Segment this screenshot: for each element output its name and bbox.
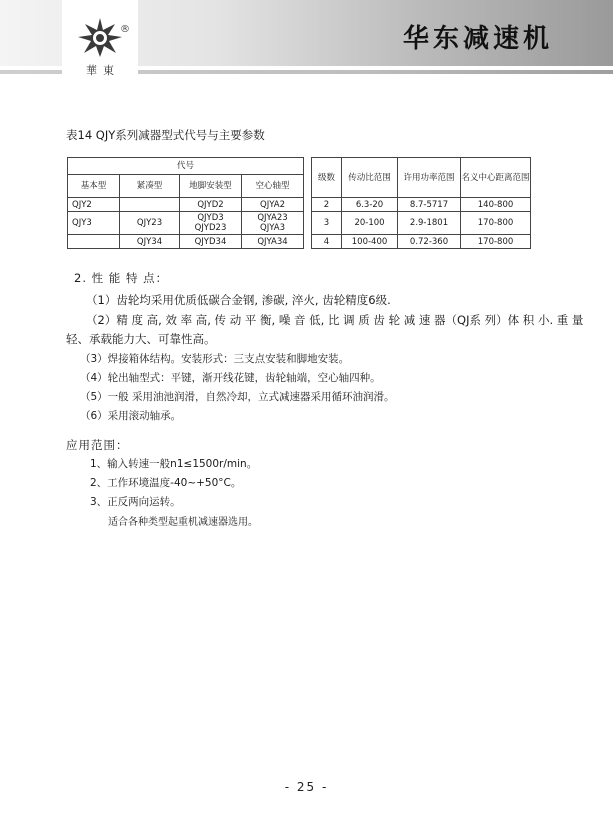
table-row <box>68 198 531 212</box>
cell-power: 2.9-1801 <box>398 212 461 235</box>
table-gap <box>304 212 312 235</box>
logo-wordmark: 華東 <box>86 64 120 77</box>
cell-foot: QJYD34 <box>180 235 242 249</box>
col-header-hollow: 空心轴型 <box>242 175 304 198</box>
feature-item: （2）精 度 高, 效 率 高, 传 动 平 衡, 噪 音 低, 比 调 质 齿 轮 减 速 器（QJ系 列）体 积 小. 重 量 <box>86 313 584 327</box>
cell-foot-line2: QJYD23 <box>194 223 227 233</box>
feature-item-continued: 轻、承载能力大、可靠性高。 <box>66 332 216 346</box>
cell-ratio: 100-400 <box>342 235 398 249</box>
cell-basic: QJY3 <box>68 212 120 235</box>
cell-center: 170-800 <box>461 235 531 249</box>
application-item: 2、工作环境温度-40~+50°C。 <box>90 477 242 489</box>
group-header: 代号 <box>68 158 304 175</box>
gear-star-logo-icon <box>72 16 128 58</box>
cell-center: 140-800 <box>461 198 531 212</box>
spec-table <box>67 157 531 249</box>
application-note: 适合各种类型起重机减速器选用。 <box>108 517 258 528</box>
application-heading: 应用范围： <box>66 438 129 452</box>
cell-foot-line1: QJYD3 <box>197 213 224 223</box>
feature-item: （1）齿轮均采用优质低碳合金钢, 渗碳, 淬火, 齿轮精度6级. <box>86 293 391 307</box>
cell-compact: QJY34 <box>120 235 180 249</box>
company-logo <box>62 0 138 90</box>
col-header-stages: 级数 <box>312 158 342 198</box>
table-gap <box>304 158 312 198</box>
table-gap <box>304 235 312 249</box>
feature-item: （5）一般 采用油池润滑，自然冷却，立式减速器采用循环油润滑。 <box>80 391 395 403</box>
cell-power: 8.7-5717 <box>398 198 461 212</box>
application-item: 3、正反两向运转。 <box>90 496 181 508</box>
cell-basic <box>68 235 120 249</box>
feature-item: （4）轮出轴型式：平键，渐开线花键，齿轮轴端，空心轴四种。 <box>80 372 381 384</box>
col-header-compact: 紧凑型 <box>120 175 180 198</box>
col-header-center: 名义中心距离范围 <box>461 158 531 198</box>
application-item: 1、输入转速一般n1≤1500r/min。 <box>90 458 258 470</box>
table-row <box>68 212 531 235</box>
cell-foot <box>180 212 242 235</box>
features-heading: 2. 性 能 特 点： <box>74 271 169 285</box>
table-caption: 表14 QJY系列减器型式代号与主要参数 <box>66 128 265 142</box>
table-row <box>68 235 531 249</box>
cell-hollow: QJYA34 <box>242 235 304 249</box>
cell-compact: QJY23 <box>120 212 180 235</box>
col-header-basic: 基本型 <box>68 175 120 198</box>
cell-power: 0.72-360 <box>398 235 461 249</box>
cell-hollow-line2: QJYA3 <box>260 223 285 233</box>
col-header-power: 许用功率范围 <box>398 158 461 198</box>
cell-center: 170-800 <box>461 212 531 235</box>
cell-foot: QJYD2 <box>180 198 242 212</box>
cell-stages: 4 <box>312 235 342 249</box>
page-title: 华东减速机 <box>402 24 553 54</box>
feature-item: （3）焊接箱体结构。安装形式：三支点安装和脚地安装。 <box>80 353 350 365</box>
cell-stages: 3 <box>312 212 342 235</box>
cell-stages: 2 <box>312 198 342 212</box>
page-number: - 25 - <box>284 780 329 794</box>
cell-hollow-line1: QJYA23 <box>257 213 288 223</box>
table-gap <box>304 198 312 212</box>
cell-ratio: 6.3-20 <box>342 198 398 212</box>
cell-ratio: 20-100 <box>342 212 398 235</box>
cell-basic: QJY2 <box>68 198 120 212</box>
cell-compact <box>120 198 180 212</box>
cell-hollow <box>242 212 304 235</box>
col-header-foot: 地脚安装型 <box>180 175 242 198</box>
registered-mark: ® <box>120 24 130 35</box>
col-header-ratio: 传动比范围 <box>342 158 398 198</box>
feature-item: （6）采用滚动轴承。 <box>80 410 182 422</box>
cell-hollow: QJYA2 <box>242 198 304 212</box>
